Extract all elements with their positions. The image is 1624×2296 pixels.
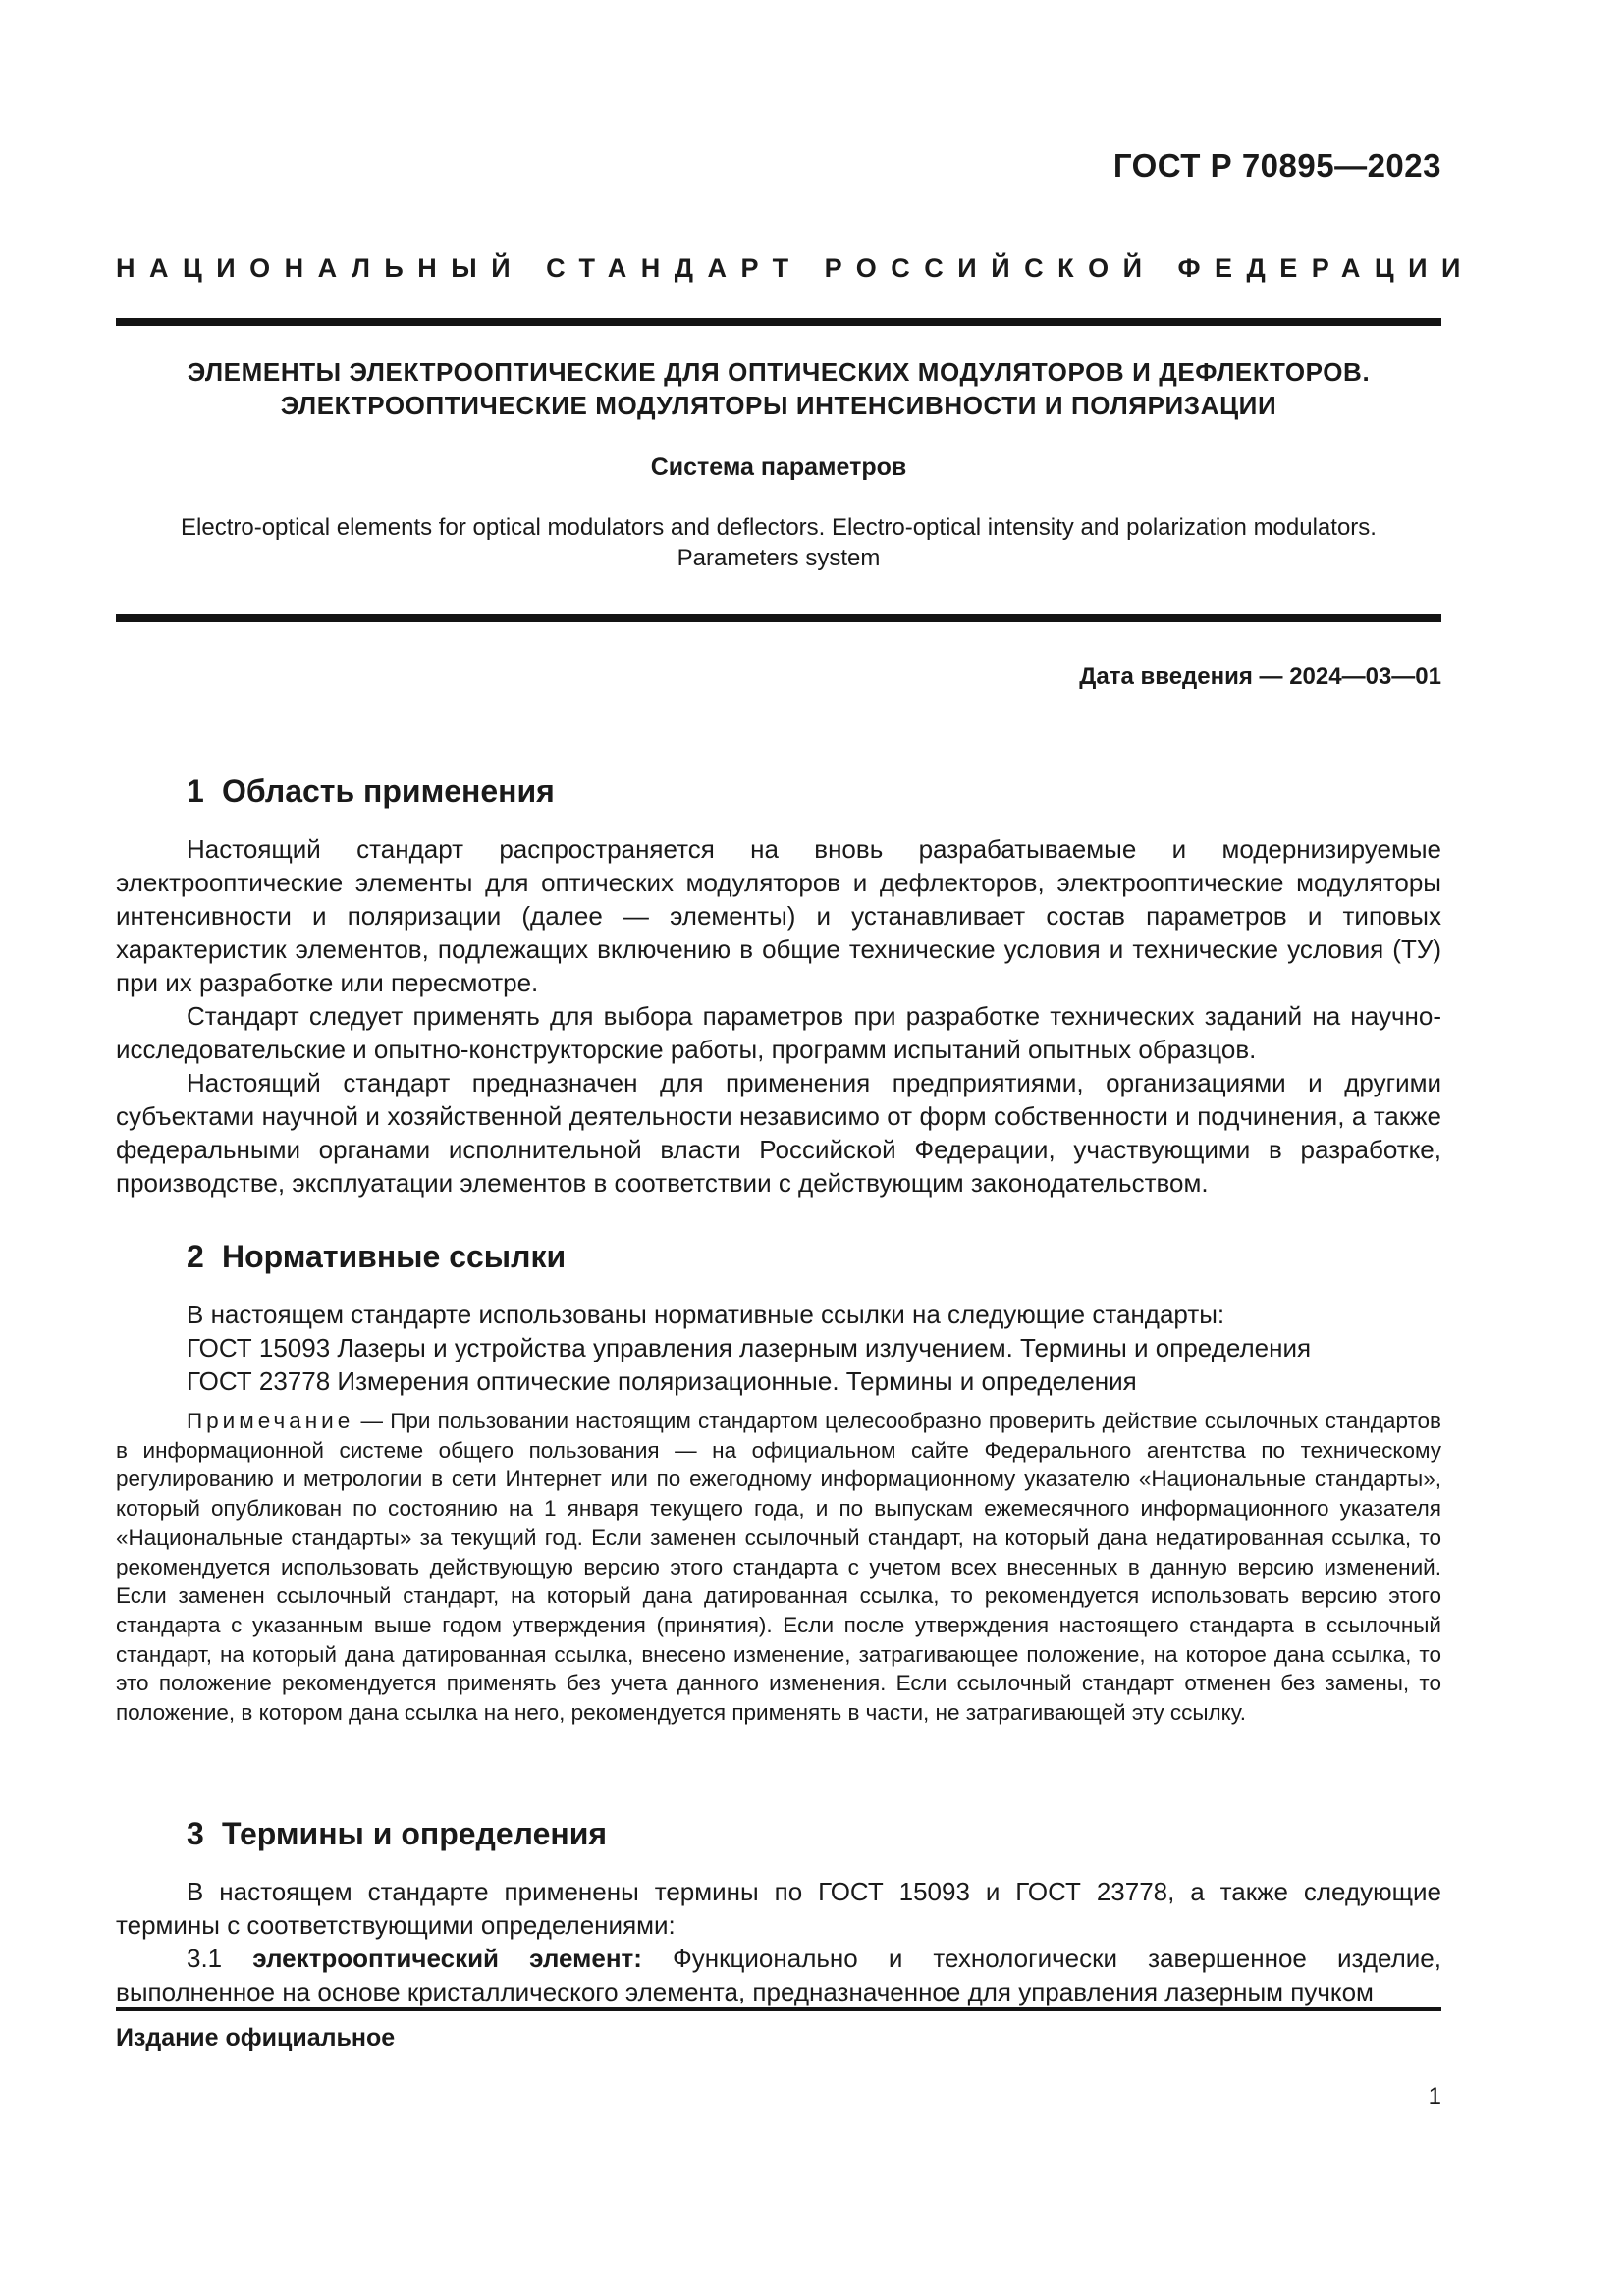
section-2-title: Нормативные ссылки (222, 1239, 567, 1274)
note-text: — При пользовании настоящим стандартом целесообразно проверить действие ссылочных стандартов в информационной системе общего пользования — на официальном сайте Федерального агентства по техническому регулированию и метрологии в сети Интернет или по ежегодному информационному указателю «Национальные стандарты», который опубликован по состоянию на 1 января текущего года, и по выпускам ежемесячного информационного указателя «Национальные стандарты» за текущий год. Если заменен ссылочный стандарт, на который дана недатированная ссылка, то рекомендуется использовать действующую версию этого стандарта с учетом всех внесенных в данную версию изменений. Если заменен ссылочный стандарт, на который дана датированная ссылка, то рекомендуется использовать версию этого стандарта с указанным выше годом утверждения (принятия). Если после утверждения настоящего стандарта в ссылочный стандарт, на который дана датированная ссылка, внесено изменение, затрагивающее положение, на которое дана ссылка, то это положение рекомендуется применять без учета данного изменения. Если ссылочный стандарт отменен без замены, то положение, в котором дана ссылка на него, рекомендуется применять в части, не затрагивающей эту ссылку. (116, 1409, 1441, 1726)
section-1-paragraph-3: Настоящий стандарт предназначен для применения предприятиями, организациями и другими субъектами научной и хозяйственной деятельности независимо от форм собственности и подчинения, а также федеральными органами исполнительной власти Российской Федерации, участвующими в разработке, производстве, эксплуатации элементов в соответствии с действующим законодательством. (116, 1068, 1441, 1198)
title-line-1: ЭЛЕМЕНТЫ ЭЛЕКТРООПТИЧЕСКИЕ ДЛЯ ОПТИЧЕСКИХ МОДУЛЯТОРОВ И ДЕФЛЕКТОРОВ. (187, 357, 1371, 387)
section-3-body (116, 1875, 1441, 2008)
section-1-paragraph-1: Настоящий стандарт распространяется на вновь разрабатываемые и модернизируемые электрооптические элементы для оптических модуляторов и дефлекторов, электрооптические модуляторы интенсивности и поляризации (далее — элементы) и устанавливает состав параметров и типовых характеристик элементов, подлежащих включению в общие технические условия и технические условия (ТУ) при их разработке или пересмотре. (116, 834, 1441, 997)
footer-rule (116, 2007, 1441, 2011)
document-subtitle: Система параметров (650, 454, 907, 481)
section-2-number: 2 (187, 1239, 204, 1274)
section-2-note (116, 1407, 1441, 1728)
top-rule (116, 318, 1441, 326)
section-3-paragraph-1: В настоящем стандарте применены термины по ГОСТ 15093 и ГОСТ 23778, а также следующие термины с соответствующими определениями: (116, 1877, 1441, 1940)
reference-gost-23778: ГОСТ 23778 Измерения оптические поляризационные. Термины и определения (187, 1366, 1137, 1396)
section-1-body (116, 832, 1441, 1200)
section-1-title: Область применения (222, 774, 555, 809)
official-edition-label: Издание официальное (116, 2024, 396, 2052)
document-code: ГОСТ Р 70895—2023 (1112, 147, 1441, 184)
english-title (116, 512, 1441, 573)
section-3-heading (187, 1816, 607, 1852)
title-line-2: ЭЛЕКТРООПТИЧЕСКИЕ МОДУЛЯТОРЫ ИНТЕНСИВНОСТИ И ПОЛЯРИЗАЦИИ (280, 391, 1277, 420)
introduction-date: Дата введения — 2024—03—01 (1079, 664, 1441, 690)
reference-gost-15093: ГОСТ 15093 Лазеры и устройства управления лазерным излучением. Термины и определения (187, 1333, 1312, 1362)
term-3-1-definition: Функционально и технологически завершенное изделие, выполненное на основе кристаллического элемента, предназначенное для управления лазерным пучком (116, 1944, 1441, 2006)
note-label: Примечание (187, 1409, 354, 1433)
english-title-line-1: Electro-optical elements for optical modulators and deflectors. Electro-optical intensity and polarization modulators. (181, 514, 1377, 541)
page-number: 1 (1428, 2083, 1441, 2109)
section-3-number: 3 (187, 1816, 204, 1851)
section-1-paragraph-2: Стандарт следует применять для выбора параметров при разработке технических заданий на научно-исследовательские и опытно-конструкторские работы, программ испытаний опытных образцов. (116, 1001, 1441, 1064)
section-1-number: 1 (187, 774, 204, 809)
term-3-1-number: 3.1 (187, 1944, 253, 1973)
section-3-title: Термины и определения (222, 1816, 608, 1851)
english-title-line-2: Parameters system (677, 545, 881, 571)
document-title (116, 355, 1441, 422)
section-2-intro: В настоящем стандарте использованы нормативные ссылки на следующие стандарты: (187, 1300, 1225, 1329)
section-1-heading (187, 774, 555, 810)
section-2-heading (187, 1239, 566, 1275)
term-3-1-name: электрооптический элемент: (252, 1944, 642, 1973)
title-bottom-rule (116, 614, 1441, 622)
term-3-1 (116, 1942, 1441, 2008)
national-standard-banner: НАЦИОНАЛЬНЫЙ СТАНДАРТ РОССИЙСКОЙ ФЕДЕРАЦИИ (116, 253, 1475, 283)
